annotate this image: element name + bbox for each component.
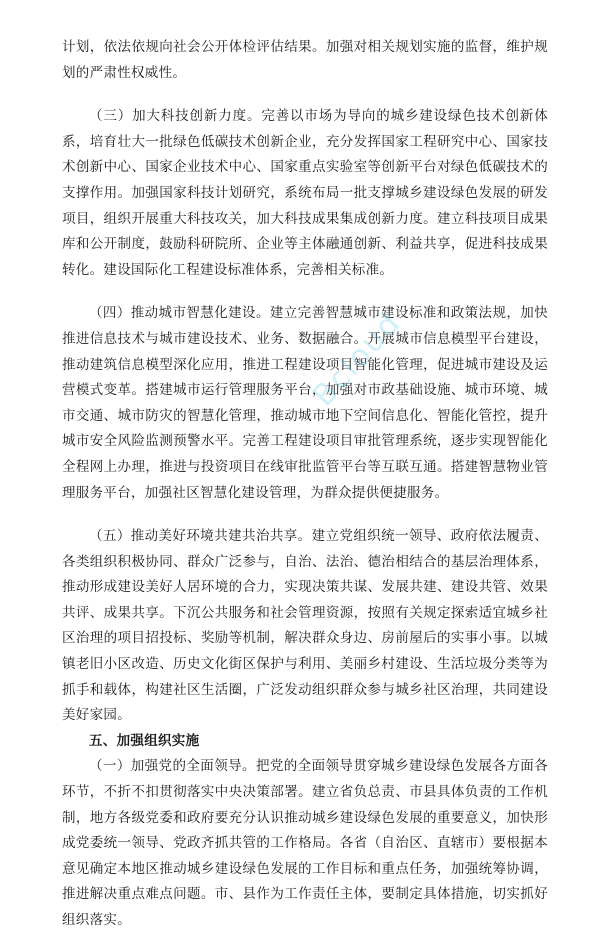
paragraph-party-leadership: （一）加强党的全面领导。把党的全面领导贯穿城乡建设绿色发展各方面各环节，不折不扣贯彻落实中央决策部署。建立省负总责、市县具体负责的工作机制，地方各级党委和政府要充分认识推动城乡建设绿色发展的重要意义，加快形成党委统一领导、党政齐抓共管的工作格局。各省（自治区、直辖市）要根据本意见确定本地区推动城乡建设绿色发展的工作目标和重点任务，加强统筹协调，推进解决重点难点问题。市、县作为工作责任主体，要制定具体措施，切实抓好组织落实。	[62, 758, 548, 928]
paragraph-smart-city: （四）推动城市智慧化建设。建立完善智慧城市建设标准和政策法规，加快推进信息技术与城市建设技术、业务、数据融合。开展城市信息模型平台建设，推动建筑信息模型深化应用，推进工程建设项目智能化管理，促进城市建设及运营模式变革。搭建城市运行管理服务平台，加强对市政基础设施、城市环境、城市交通、城市防灾的智慧化管理，推动城市地下空间信息化、智能化管控，提升城市安全风险监测预警水平。完善工程建设项目审批管理系统，逐步实现智能化全程网上办理，推进与投资项目在线审批监管平台等互联互通。搭建智慧物业管理服务平台，加强社区智慧化建设管理，为群众提供便捷服务。	[62, 305, 548, 501]
paragraph-shared-environment: （五）推动美好环境共建共治共享。建立党组织统一领导、政府依法履责、各类组织积极协同、群众广泛参与，自治、法治、德治相结合的基层治理体系，推动形成建设美好人居环境的合力，实现决策共谋、发展共建、建设共管、效果共评、成果共享。下沉公共服务和社会管理资源，按照有关规定探索适宜城乡社区治理的项目招投标、奖励等机制，解决群众身边、房前屋后的实事小事。以城镇老旧小区改造、历史文化街区保护与利用、美丽乡村建设、生活垃圾分类等为抓手和载体，构建社区生活圈，广泛发动组织群众参与城乡社区治理，共同建设美好家园。	[62, 528, 548, 724]
paragraph-tech-innovation: （三）加大科技创新力度。完善以市场为导向的城乡建设绿色技术创新体系，培育壮大一批绿色低碳技术创新企业，充分发挥国家工程研究中心、国家技术创新中心、国家企业技术中心、国家重点实验室等创新平台对绿色低碳技术的支撑作用。加强国家科技计划研究，系统布局一批支撑城乡建设绿色发展的研发项目，组织开展重大科技攻关，加大科技成果集成创新力度。建立科技项目成果库和公开制度，鼓励科研院所、企业等主体融通创新、利益共享，促进科技成果转化。建设国际化工程建设标准体系，完善相关标准。	[62, 108, 548, 278]
paragraph-gap	[62, 283, 548, 301]
section-heading-organization: 五、加强组织实施	[89, 732, 200, 749]
intro-paragraph: 计划，依法依规向社会公开体检评估结果。加强对相关规划实施的监督，维护规划的严肃性权威性。	[62, 39, 548, 81]
paragraph-gap	[62, 506, 548, 524]
paragraph-gap	[62, 86, 548, 104]
watermark-logo: Bcloud	[306, 305, 409, 414]
